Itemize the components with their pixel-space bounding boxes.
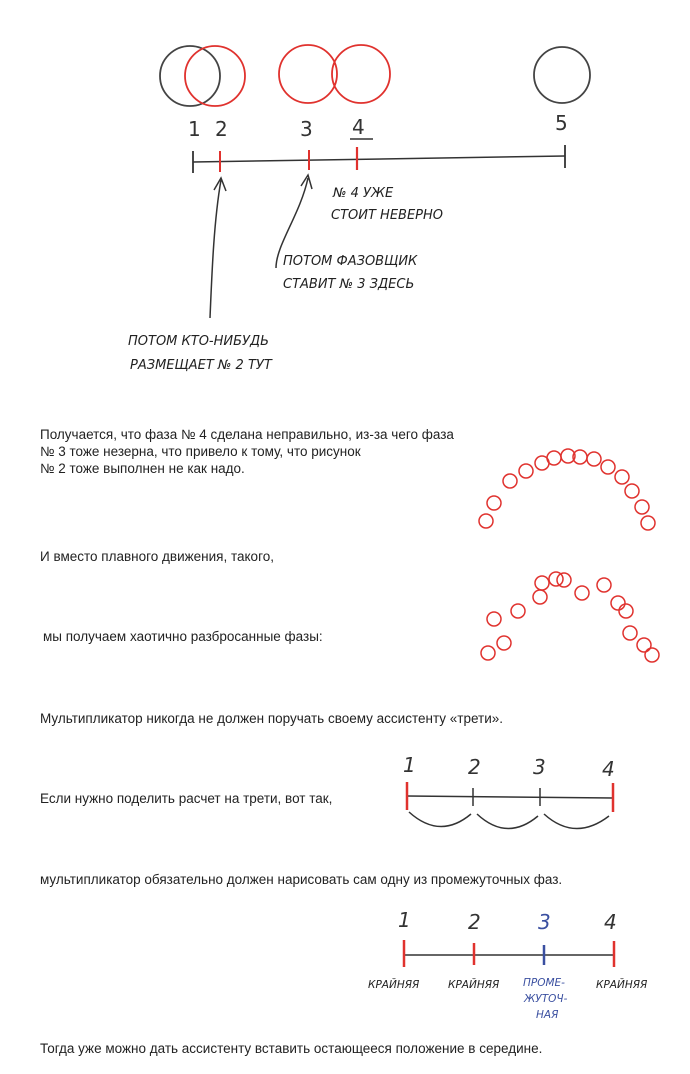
final-number-1: 1	[398, 908, 411, 932]
paragraph-phase-error	[40, 426, 454, 477]
paragraph-split-thirds: Если нужно поделить расчет на трети, вот так,	[40, 791, 333, 806]
paragraph-chaotic: мы получаем хаотично разбросанные фазы:	[43, 629, 323, 644]
note-4-line1: № 4 УЖЕ	[333, 186, 394, 201]
note-3-line2: СТАВИТ № 3 ЗДЕСЬ	[283, 277, 415, 292]
timeline-bar	[193, 156, 565, 162]
drawing-circle-2	[185, 46, 245, 106]
final-number-3: 3	[538, 910, 551, 934]
thirds-number-3: 3	[533, 755, 546, 779]
paragraph-line: № 3 тоже незерна, что привело к тому, что рисунок	[40, 444, 361, 459]
final-number-2: 2	[468, 910, 481, 934]
paragraph-draw-intermediate: мультипликатор обязательно должен нарисовать сам одну из промежуточных фаз.	[40, 872, 563, 887]
drawing-circle-5	[534, 47, 590, 103]
drawing-circle-3	[279, 45, 337, 103]
paragraph-assistant-middle: Тогда уже можно дать ассистенту вставить остающееся положение в середине.	[40, 1041, 543, 1056]
drawing-circle-1	[160, 46, 220, 106]
label-intermediate-3: НАЯ	[536, 1009, 559, 1021]
timing-diagram-top	[0, 0, 690, 390]
frame-number-1: 1	[188, 117, 201, 141]
label-extreme-1: КРАЙНЯЯ	[368, 979, 420, 991]
label-intermediate-1: ПРОМЕ-	[523, 977, 565, 989]
drawing-circle-4	[332, 45, 390, 103]
label-extreme-2: КРАЙНЯЯ	[448, 979, 500, 991]
arrow-to-2	[210, 180, 221, 318]
note-2-line2: РАЗМЕЩАЕТ № 2 ТУТ	[130, 358, 272, 373]
paragraph-line: Получается, что фаза № 4 сделана неправильно, из-за чего фаза	[40, 427, 454, 442]
paragraph-line: № 2 тоже выполнен не как надо.	[40, 461, 245, 476]
smooth-arc-drawing	[470, 445, 670, 535]
thirds-number-4: 4	[602, 757, 615, 781]
frame-number-5: 5	[555, 111, 568, 135]
label-intermediate-2: ЖУТОЧ-	[524, 993, 568, 1005]
frame-number-4: 4	[352, 115, 365, 139]
frame-number-2: 2	[215, 117, 228, 141]
thirds-diagram	[395, 750, 655, 850]
paragraph-never-thirds: Мультипликатор никогда не должен поручать своему ассистенту «трети».	[40, 711, 504, 726]
thirds-number-1: 1	[403, 753, 416, 777]
final-number-4: 4	[604, 910, 617, 934]
frame-number-3: 3	[300, 117, 313, 141]
final-diagram	[360, 905, 680, 1030]
label-extreme-4: КРАЙНЯЯ	[596, 979, 648, 991]
note-2-line1: ПОТОМ КТО-НИБУДЬ	[128, 334, 270, 349]
thirds-number-2: 2	[468, 755, 481, 779]
note-4-line2: СТОИТ НЕВЕРНО	[331, 208, 444, 223]
paragraph-smooth: И вместо плавного движения, такого,	[40, 549, 274, 564]
chaotic-arc-drawing	[470, 565, 670, 665]
note-3-line1: ПОТОМ ФАЗОВЩИК	[283, 254, 418, 269]
